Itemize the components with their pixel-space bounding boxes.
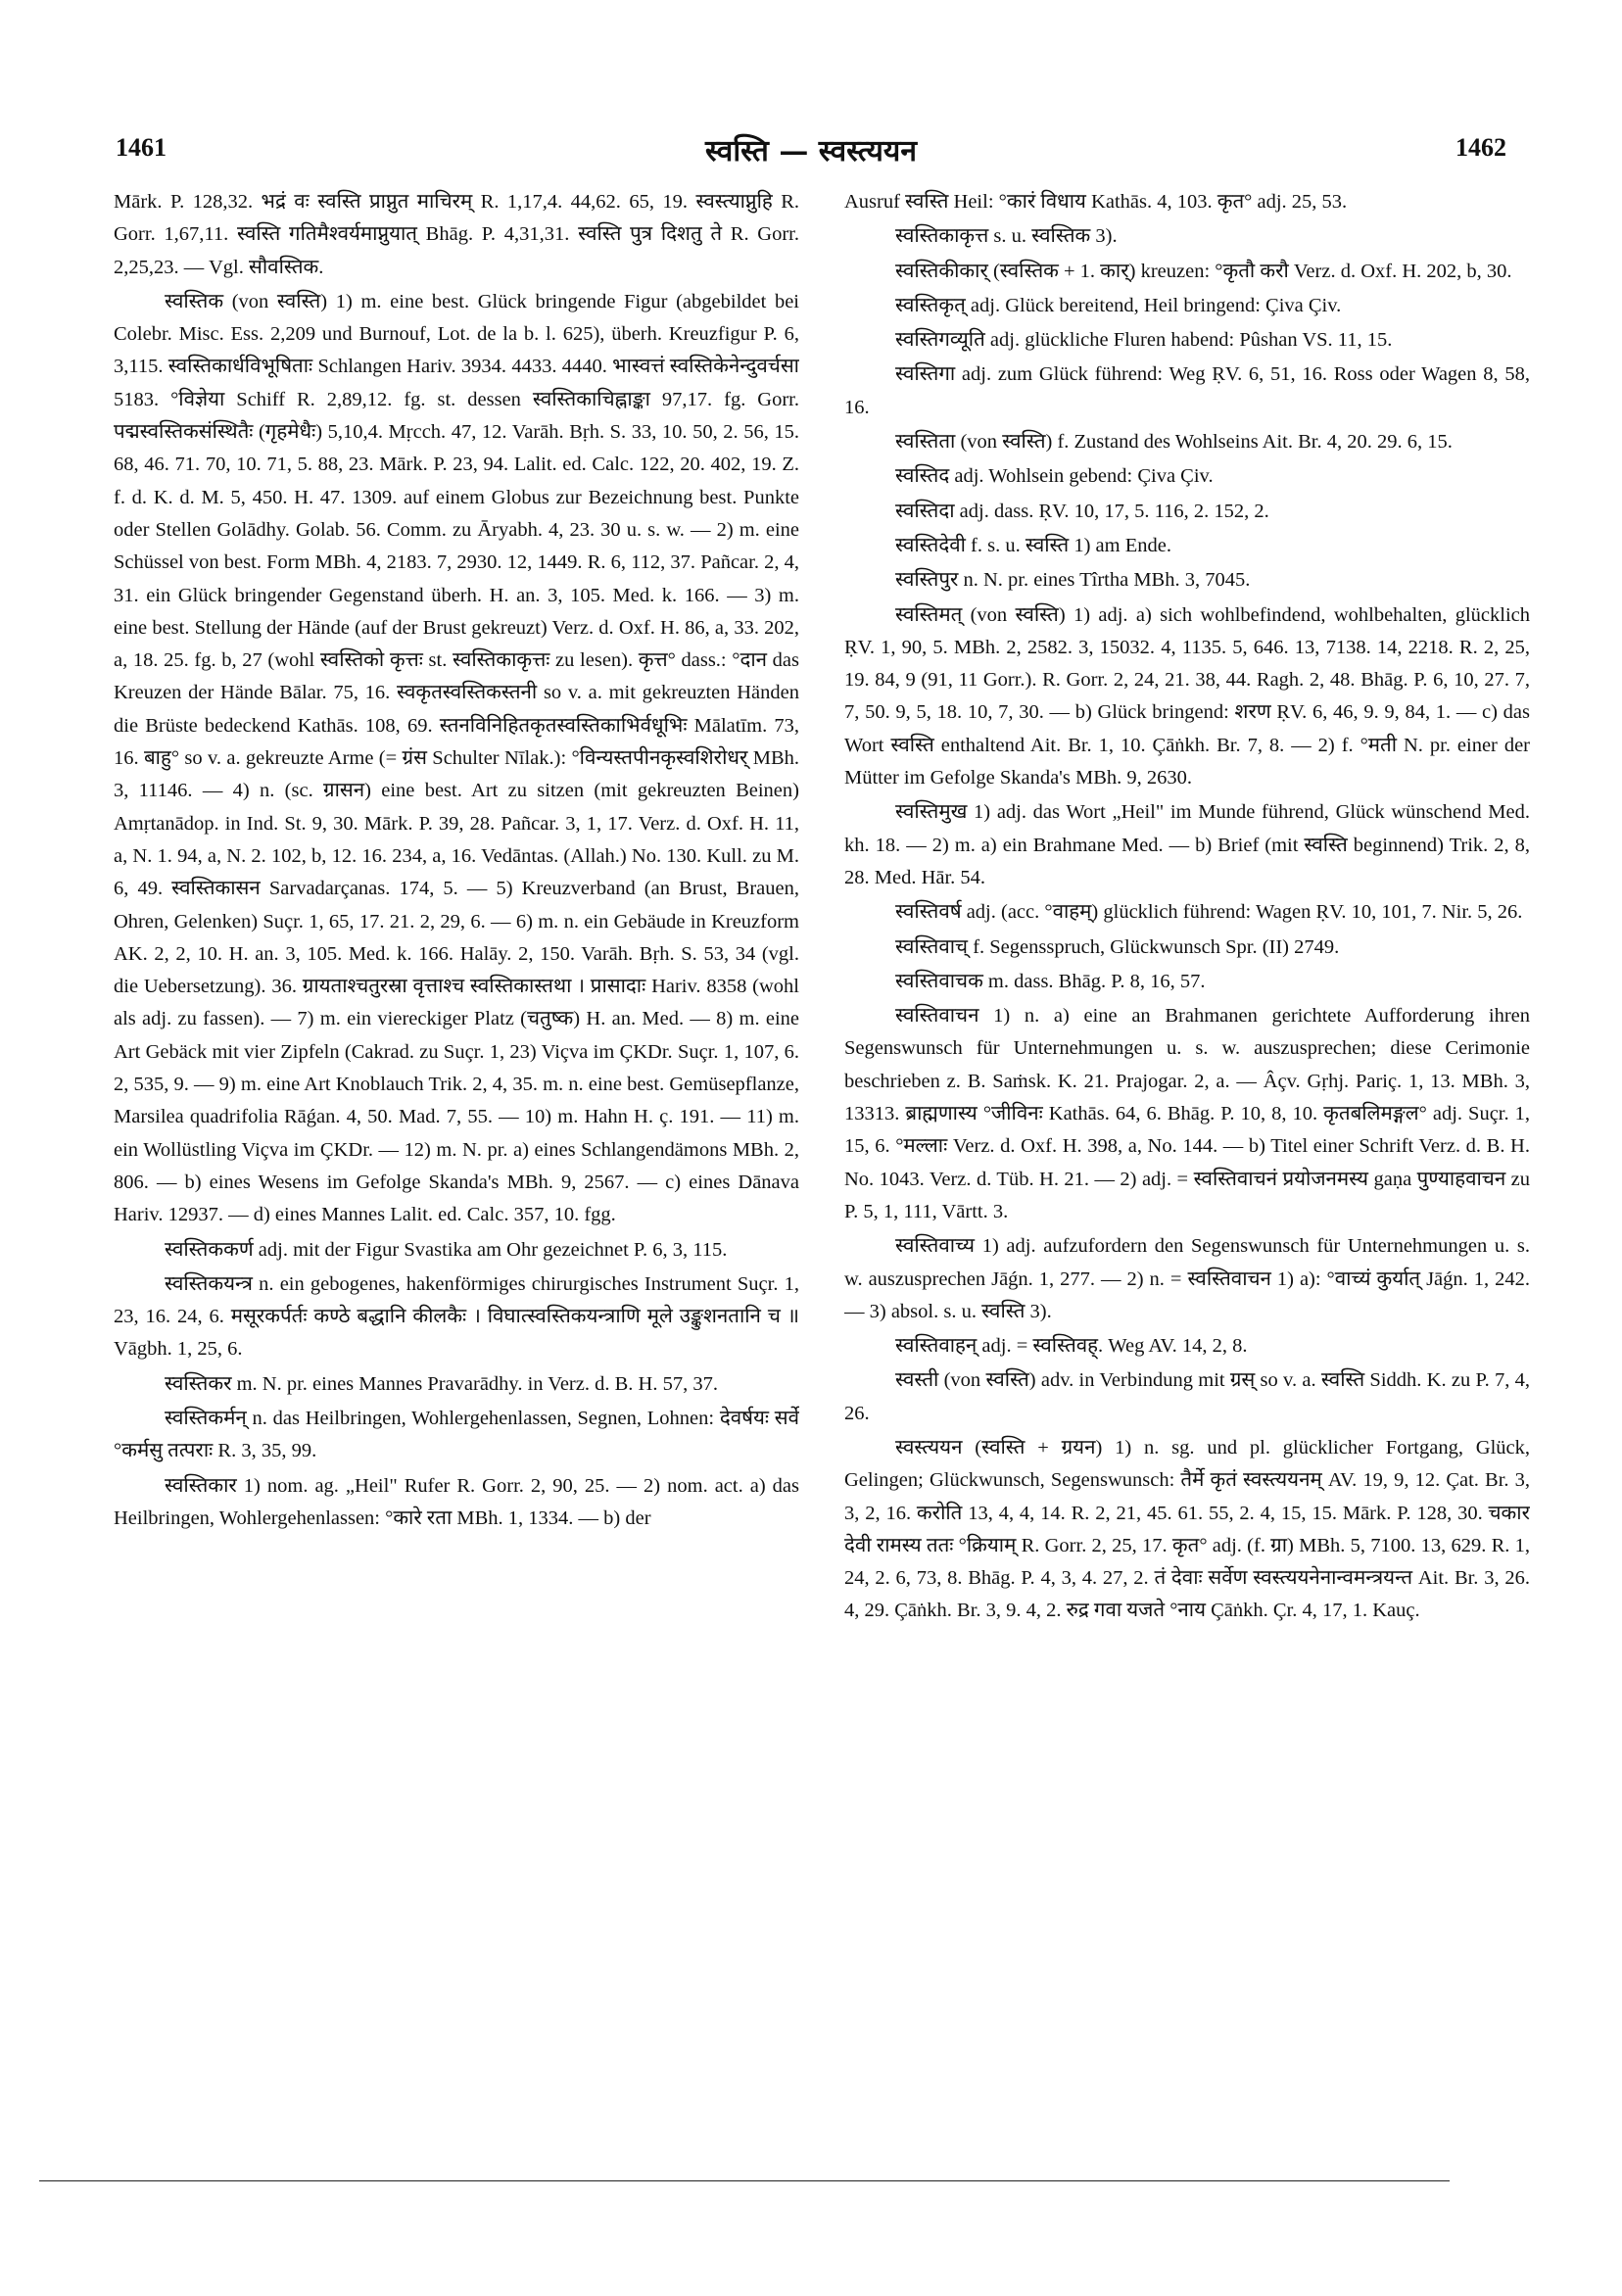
bottom-rule: [39, 2180, 1450, 2181]
entry-paragraph: स्वस्तिदा adj. dass. ṚV. 10, 17, 5. 116, 2. 152, 2.: [895, 500, 1269, 522]
entry-paragraph: Ausruf स्वस्ति Heil: °कारं विधाय Kathās. 4, 103. कृत° adj. 25, 53.: [844, 191, 1348, 213]
entry-paragraph: स्वस्तिकृत् adj. Glück bereitend, Heil bringend: Çiva Çiv.: [895, 294, 1342, 316]
entry-paragraph: स्वस्तिता (von स्वस्ति) f. Zustand des Wohlseins Ait. Br. 4, 20. 29. 6, 15.: [895, 431, 1453, 454]
entry-paragraph: स्वस्तिवाचन 1) n. a) eine an Brahmanen gerichtete Aufforderung ihren Segenswunsch für Unternehmungen u. s. w. auszusprechen; diese Cerimonie beschrieben z. B. Saṁsk. K. 21. Prajogar. 2, a. — Âçv. Gṛhj. Pariç. 1, 13. MBh. 3, 13313. ब्राह्मणास्य °जीविनः Kathās. 64, 6. Bhāg. P. 10, 8, 10. कृतबलिमङ्गल° adj. Suçr. 1, 15, 6. °मल्लाः Verz. d. Oxf. H. 398, a, No. 144. — b) Titel einer Schrift Verz. d. B. H. No. 1043. Verz. d. Tüb. H. 21. — 2) adj. = स्वस्तिवाचनं प्रयोजनमस्य gaṇa पुण्याहवाचन zu P. 5, 1, 111, Vārtt. 3.: [844, 1005, 1530, 1222]
entry-paragraph: स्वस्तिवाहन् adj. = स्वस्तिवह्. Weg AV. 14, 2, 8.: [895, 1335, 1248, 1358]
running-headword: स्वस्ति — स्वस्त्ययन: [705, 134, 917, 168]
entry-paragraph: स्वस्तिवाच्य 1) adj. aufzufordern den Segenswunsch für Unternehmungen u. s. w. auszusprechen Jāǵn. 1, 277. — 2) n. = स्वस्तिवाचन 1) a): °वाच्यं कुर्यात् Jāǵn. 1, 242. — 3) absol. s. u. स्वस्ति 3).: [844, 1235, 1530, 1322]
entry-paragraph: स्वस्तिपुर n. N. pr. eines Tîrtha MBh. 3, 7045.: [895, 569, 1251, 592]
entry-paragraph: स्वस्तिमुख 1) adj. das Wort „Heil" im Munde führend, Glück wünschend Med. kh. 18. — 2) m. a) ein Brahmane Med. — b) Brief (mit स्वस्ति beginnend) Trik. 2, 8, 28. Med. Hār. 54.: [844, 801, 1530, 888]
entry-paragraph: Mārk. P. 128,32. भद्रं वः स्वस्ति प्राप्नुत माचिरम् R. 1,17,4. 44,62. 65, 19. स्वस्त्याप्नुहि R. Gorr. 1,67,11. स्वस्ति गतिमैश्वर्यमाप्नुयात् Bhāg. P. 4,31,31. स्वस्ति पुत्र दिशतु ते R. Gorr. 2,25,23. — Vgl. सौवस्तिक.: [114, 191, 799, 278]
entry-paragraph: स्वस्तिकार 1) nom. ag. „Heil" Rufer R. Gorr. 2, 90, 25. — 2) nom. act. a) das Heilbringen, Wohlergehenlassen: °कारे रता MBh. 1, 1334. — b) der: [114, 1474, 799, 1529]
page-header: [116, 129, 1506, 176]
entry-paragraph: स्वस्तिक (von स्वस्ति) 1) m. eine best. Glück bringende Figur (abgebildet bei Colebr. Misc. Ess. 2,209 und Burnouf, Lot. de la b. l. 625), überh. Kreuzfigur P. 6, 3,115. स्वस्तिकार्धविभूषिताः Schlangen Hariv. 3934. 4433. 4440. भास्वत्तं स्वस्तिकेनेन्दुवर्चसा 5183. °विज्ञेया Schiff R. 2,89,12. fg. st. dessen स्वस्तिकाचिह्नाङ्का 97,17. fg. Gorr. पद्मस्वस्तिकसंस्थितैः (गृहमेधैः) 5,10,4. Mṛcch. 47, 12. Varāh. Bṛh. S. 33, 10. 50, 2. 56, 15. 68, 46. 71. 70, 10. 71, 5. 88, 23. Mārk. P. 23, 94. Lalit. ed. Calc. 122, 20. 402, 19. Z. f. d. K. d. M. 5, 450. H. 47. 1309. auf einem Globus zur Bezeichnung best. Punkte oder Stellen Golādhy. Golab. 56. Comm. zu Āryabh. 4, 23. 30 u. s. w. — 2) m. eine Schüssel von best. Form MBh. 4, 2183. 7, 2930. 12, 1449. R. 6, 112, 37. Pañcar. 2, 4, 31. ein Glück bringender Gegenstand überh. H. an. 3, 105. Med. k. 166. — 3) m. eine best. Stellung der Hände (auf der Brust gekreuzt) Verz. d. Oxf. H. 86, a, 33. 202, a, 18. 25. fg. b, 27 (wohl स्वस्तिको कृत्तः st. स्वस्तिकाकृत्तः zu lesen). कृत्त° dass.: °दान das Kreuzen der Hände Bālar. 75, 16. स्वकृतस्वस्तिकस्तनी so v. a. mit gekreuzten Händen die Brüste bedeckend Kathās. 108, 69. स्तनविनिहितकृतस्वस्तिकाभिर्वधूभिः Mālatīm. 73, 16. बाहु° so v. a. gekreuzte Arme (= ग्रंस Schulter Nīlak.): °विन्यस्तपीनकृस्वशिरोधर् MBh. 3, 11146. — 4) n. (sc. ग्रासन) eine best. Art zu sitzen (mit gekreuzten Beinen) Amṛtanādop. in Ind. St. 9, 30. Mārk. P. 39, 28. Pañcar. 3, 1, 17. Verz. d. Oxf. H. 11, a, N. 1. 94, a, N. 2. 102, b, 12. 16. 234, a, 16. Vedāntas. (Allah.) No. 130. Kull. zu M. 6, 49. स्वस्तिकासन Sarvadarçanas. 174, 5. — 5) Kreuzverband (an Brust, Brauen, Ohren, Gelenken) Suçr. 1, 65, 17. 21. 2, 29, 6. — 6) m. n. ein Gebäude in Kreuzform AK. 2, 2, 10. H. an. 3, 105. Med. k. 166. Halāy. 2, 150. Varāh. Bṛh. S. 53, 34 (vgl. die Uebersetzung). 36. ग्रायताश्चतुरस्रा वृत्ताश्च स्वस्तिकास्तथा । प्रासादाः Hariv. 8358 (wohl als adj. zu fassen). — 7) m. ein viereckiger Platz (चतुष्क) H. an. Med. — 8) m. eine Art Gebäck mit vier Zipfeln (Cakrad. zu Suçr. 1, 23) Viçva im ÇKDr. Suçr. 1, 107, 6. 2, 535, 9. — 9) m. eine Art Knoblauch Trik. 2, 4, 35. m. n. eine best. Gemüsepflanze, Marsilea quadrifolia Rāǵan. 4, 50. Mad. 7, 55. — 10) m. Hahn H. ç. 191. — 11) m. ein Wollüstling Viçva im ÇKDr. — 12) m. N. pr. a) eines Schlangendämons MBh. 2, 806. — b) eines Wesens im Gefolge Skanda's MBh. 9, 2567. — c) eines Dānava Hariv. 12937. — d) eines Mannes Lalit. ed. Calc. 357, 10. fgg.: [114, 290, 799, 1226]
page-number-left: 1461: [116, 133, 167, 162]
left-column: [114, 186, 799, 2175]
entry-paragraph: स्वस्तिकीकार् (स्वस्तिक + 1. कार्) kreuzen: °कृतौ करौ Verz. d. Oxf. H. 202, b, 30.: [895, 260, 1512, 282]
entry-paragraph: स्वस्ती (von स्वस्ति) adv. in Verbindung mit ग्रस् so v. a. स्वस्ति Siddh. K. zu P. 7, 4, 26.: [844, 1369, 1530, 1424]
entry-paragraph: स्वस्तिवाचक m. dass. Bhāg. P. 8, 16, 57.: [895, 970, 1206, 992]
entry-paragraph: स्वस्त्ययन (स्वस्ति + ग्रयन) 1) n. sg. und pl. glücklicher Fortgang, Glück, Gelingen; Glückwunsch, Segenswunsch: तैर्मे कृतं स्वस्त्ययनम् AV. 19, 9, 12. Çat. Br. 3, 3, 2, 16. करोति 13, 4, 4, 14. R. 2, 21, 45. 61. 55, 2. 4, 15, 15. Mārk. P. 128, 30. चकार देवी रामस्य ततः °क्रियाम् R. Gorr. 2, 25, 17. कृत° adj. (f. ग्रा) MBh. 5, 7100. 13, 629. R. 1, 24, 2. 6, 73, 8. Bhāg. P. 4, 3, 4. 27, 2. तं देवाः सर्वेण स्वस्त्ययनेनान्वमन्त्रयन्त Ait. Br. 3, 26. 4, 29. Çāṅkh. Br. 3, 9. 4, 2. रुद्र गवा यजते °नाय Çāṅkh. Çr. 4, 17, 1. Kauç.: [844, 1436, 1530, 1622]
entry-paragraph: स्वस्तिमत् (von स्वस्ति) 1) adj. a) sich wohlbefindend, wohlbehalten, glücklich ṚV. 1, 90, 5. MBh. 2, 2582. 3, 15032. 4, 1135. 5, 646. 13, 7138. 14, 2218. R. 2, 25, 19. 84, 9 (91, 11 Gorr.). R. Gorr. 2, 24, 21. 38, 44. Ragh. 2, 48. Bhāg. P. 6, 10, 27. 7, 7, 50. 9, 5, 18. 10, 7, 30. — b) Glück bringend: शरण ṚV. 6, 46, 9. 9, 84, 1. — c) das Wort स्वस्ति enthaltend Ait. Br. 1, 10. Çāṅkh. Br. 7, 8. — 2) f. °मती N. pr. einer der Mütter im Gefolge Skanda's MBh. 9, 2630.: [844, 603, 1530, 789]
entry-paragraph: स्वस्तिगव्यूति adj. glückliche Fluren habend: Pûshan VS. 11, 15.: [895, 329, 1393, 352]
entry-paragraph: स्वस्तिवाच् f. Segensspruch, Glückwunsch Spr. (II) 2749.: [895, 935, 1340, 958]
entry-paragraph: स्वस्तिककर्ण adj. mit der Figur Svastika am Ohr gezeichnet P. 6, 3, 115.: [165, 1238, 728, 1261]
entry-paragraph: स्वस्तिगा adj. zum Glück führend: Weg ṚV. 6, 51, 16. Ross oder Wagen 8, 58, 16.: [844, 363, 1530, 418]
entry-paragraph: स्वस्तिदेवी f. s. u. स्वस्ति 1) am Ende.: [895, 534, 1171, 556]
entry-paragraph: स्वस्तिकाकृत्त s. u. स्वस्तिक 3).: [895, 225, 1118, 248]
entry-paragraph: स्वस्तिकर m. N. pr. eines Mannes Pravarādhy. in Verz. d. B. H. 57, 37.: [165, 1372, 718, 1395]
right-column: [844, 186, 1530, 2175]
entry-paragraph: स्वस्तिकयन्त्र n. ein gebogenes, hakenförmiges chirurgisches Instrument Suçr. 1, 23, 16. 24, 6. मसूरकर्पर्तः कण्ठे बद्धानि कीलकैः । विघात्स्वस्तिकयन्त्राणि मूले उङ्कुशनतानि च ॥ Vāgbh. 1, 25, 6.: [114, 1272, 799, 1361]
entry-paragraph: स्वस्तिद adj. Wohlsein gebend: Çiva Çiv.: [895, 465, 1214, 488]
page-number-right: 1462: [1455, 133, 1506, 162]
entry-paragraph: स्वस्तिवर्ष adj. (acc. °वाहम्) glücklich führend: Wagen ṚV. 10, 101, 7. Nir. 5, 26.: [895, 901, 1523, 924]
entry-paragraph: स्वस्तिकर्मन् n. das Heilbringen, Wohlergehenlassen, Segnen, Lohnen: देवर्षयः सर्वे °कर्मसु तत्पराः R. 3, 35, 99.: [114, 1407, 799, 1462]
